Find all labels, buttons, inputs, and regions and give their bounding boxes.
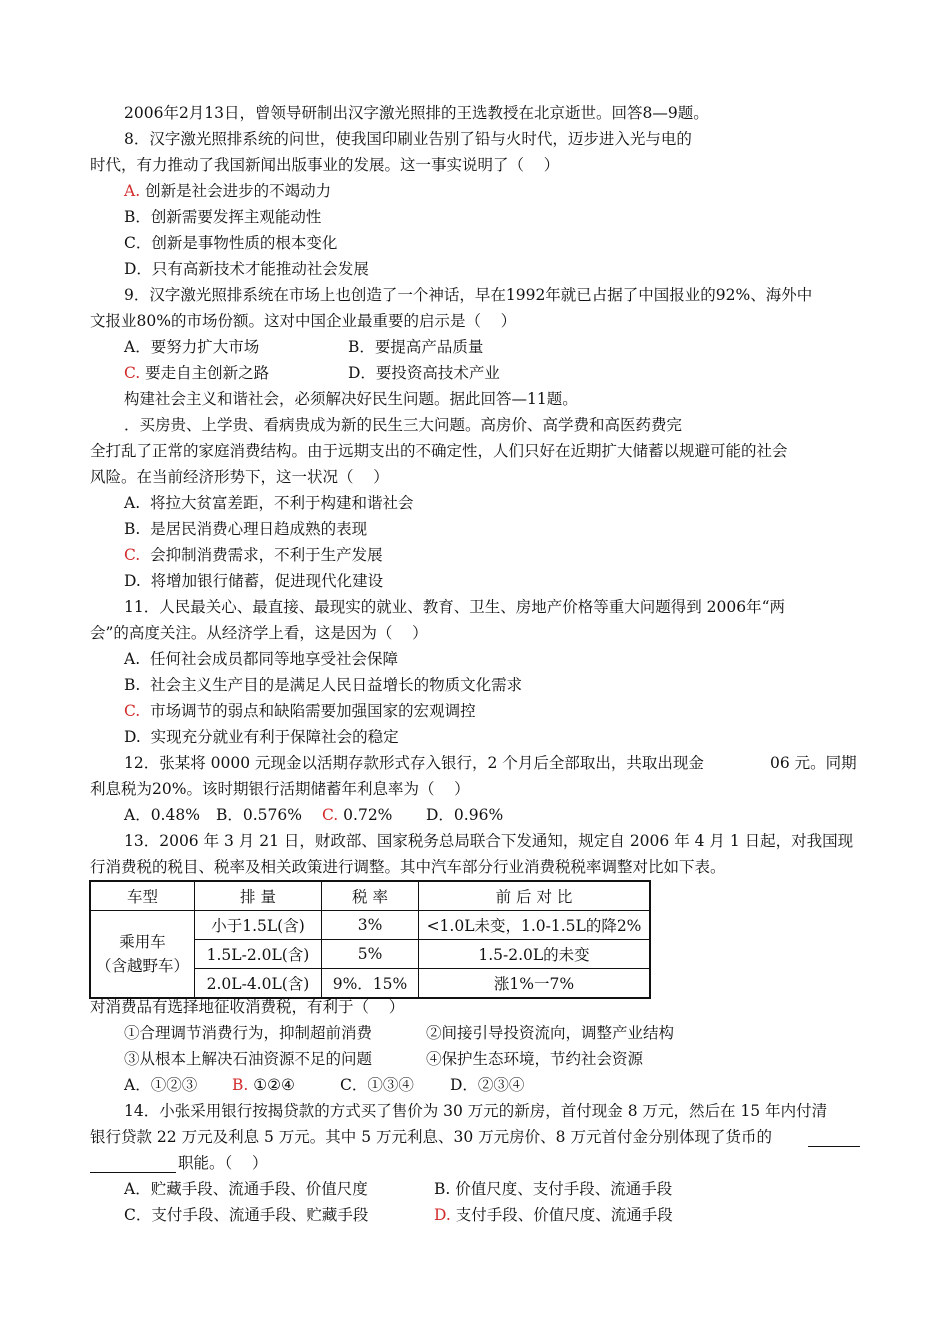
table-cell-rate: 5%: [322, 940, 419, 969]
q10-option-a: A. 将拉大贫富差距，不利于构建和谐社会: [124, 494, 414, 512]
table-vehicle-cell: [90, 911, 195, 999]
q9-stem-line2: 文报业80%的市场份额。这对中国企业最重要的启示是（ ）: [90, 312, 517, 330]
q12-stem-line2: 利息税为20%。该时期银行活期储蓄年利息率为（ ）: [90, 780, 470, 798]
q14-stem-line2: 银行贷款 22 万元及利息 5 万元。其中 5 万元利息、30 万元房价、8 万元首付金分别体现了货币的: [90, 1128, 772, 1146]
q12-option-c-text: 0.72%: [343, 806, 393, 824]
q9-option-b: B．要提高产品质量: [348, 338, 484, 356]
q14-option-b: B. 价值尺度、支付手段、流通手段: [434, 1180, 673, 1198]
table-header-displacement: 排 量: [195, 881, 322, 911]
table-cell-rate: 9%．15%: [322, 969, 419, 999]
q11-stem-line2: 会”的高度关注。从经济学上看，这是因为（ ）: [90, 624, 428, 642]
table-header-rate: 税 率: [322, 881, 419, 911]
tax-rate-table: [89, 880, 651, 999]
q14-option-c: C．支付手段、流通手段、贮藏手段: [124, 1206, 369, 1224]
q13-option-c: C．①③④: [340, 1076, 414, 1094]
q8-stem-line2: 时代，有力推动了我国新闻出版事业的发展。这一事实说明了（ ）: [90, 156, 560, 174]
table-cell-displacement: 小于1.5L(含): [195, 911, 322, 940]
q11-option-b: B. 社会主义生产目的是满足人民日益增长的物质文化需求: [124, 676, 523, 694]
table-cell-comparison: 1.5-2.0L的未变: [419, 940, 651, 969]
q13-option-b-text: ①②④: [253, 1076, 295, 1094]
q11-option-c: [124, 701, 476, 721]
q13-option-b: [232, 1075, 295, 1095]
q13-option-a: A．①②③: [124, 1076, 198, 1094]
q14-answer-blank-1: [808, 1130, 860, 1147]
q13-stem-line2: 行消费税的税目、税率及相关政策进行调整。其中汽车部分行业消费税税率调整对比如下表。: [90, 858, 726, 876]
table-header-row: [90, 881, 650, 911]
q14-answer-letter: D.: [434, 1206, 451, 1224]
q10-stem-line1: ．买房贵、上学贵、看病贵成为新的民生三大问题。高房价、高学费和高医药费完: [124, 416, 683, 434]
q12-answer-letter: C.: [322, 806, 339, 824]
q9-stem-line1: 9．汉字激光照排系统在市场上也创造了一个神话，早在1992年就已占据了中国报业的92%、海外中: [124, 286, 813, 304]
q13-after-table: 对消费品有选择地征收消费税，有利于（ ）: [90, 998, 405, 1016]
q13-item-3: ③从根本上解决石油资源不足的问题: [124, 1050, 373, 1068]
q11-option-d: D. 实现充分就业有利于保障社会的稳定: [124, 728, 399, 746]
table-cell-displacement: 2.0L-4.0L(含): [195, 969, 322, 999]
q14-stem-line3: 职能。（ ）: [178, 1154, 268, 1172]
table-row: [90, 911, 650, 940]
table-cell-comparison: 涨1%一7%: [419, 969, 651, 999]
q10-answer-letter: C.: [124, 546, 141, 564]
q9-answer-letter: C.: [124, 364, 141, 382]
q8-option-a: [124, 181, 331, 201]
q10-stem-line3: 风险。在当前经济形势下，这一状况（ ）: [90, 468, 389, 486]
q14-stem-line1: 14．小张采用银行按揭贷款的方式买了售价为 30 万元的新房，首付现金 8 万元，然后在 15 年内付清: [124, 1102, 828, 1120]
q9-option-c-text: 要走自主创新之路: [145, 364, 270, 382]
vehicle-type-line2: （含越野车）: [95, 957, 189, 975]
q13-option-d: D．②③④: [450, 1076, 525, 1094]
q12-stem-line1a: 12．张某将 0000 元现金以活期存款形式存入银行，2 个月后全部取出，共取出现金: [124, 754, 704, 772]
intro2-text: 构建社会主义和谐社会，必须解决好民生问题。据此回答—11题。: [124, 390, 578, 408]
q11-option-c-text: 市场调节的弱点和缺陷需要加强国家的宏观调控: [150, 702, 476, 720]
q10-option-c: [124, 545, 383, 565]
q13-item-2: ②间接引导投资流向，调整产业结构: [426, 1024, 675, 1042]
q14-option-a: A．贮藏手段、流通手段、价值尺度: [124, 1180, 368, 1198]
q8-option-a-text: 创新是社会进步的不竭动力: [145, 182, 332, 200]
q13-item-4: ④保护生态环境，节约社会资源: [426, 1050, 644, 1068]
vehicle-type-line1: 乘用车: [119, 933, 166, 951]
q13-stem-line1: 13．2006 年 3 月 21 日，财政部、国家税务总局联合下发通知，规定自 2006 年 4 月 1 日起，对我国现: [124, 832, 854, 850]
q14-option-d-text: 支付手段、价值尺度、流通手段: [455, 1206, 673, 1224]
q9-option-a: A．要努力扩大市场: [124, 338, 260, 356]
table-cell-displacement: 1.5L-2.0L(含): [195, 940, 322, 969]
q9-option-d: D．要投资高技术产业: [348, 364, 500, 382]
q14-option-d: [434, 1205, 673, 1225]
table-header-comparison: 前 后 对 比: [419, 881, 651, 911]
q10-option-d: D. 将增加银行储蓄，促进现代化建设: [124, 572, 384, 590]
q12-option-d: D．0.96%: [426, 806, 504, 824]
table-cell-comparison: <1.0L未变，1.0-1.5L的降2%: [419, 911, 651, 940]
q8-stem-line1: 8．汉字激光照排系统的问世，使我国印刷业告别了铅与火时代，迈步进入光与电的: [124, 130, 692, 148]
q14-answer-blank-2: [90, 1156, 176, 1173]
q8-option-d: D．只有高新技术才能推动社会发展: [124, 260, 369, 278]
intro-text: 2006年2月13日，曾领导研制出汉字激光照排的王选教授在北京逝世。回答8—9题。: [124, 104, 709, 122]
q11-option-a: A. 任何社会成员都同等地享受社会保障: [124, 650, 398, 668]
q8-option-c: C．创新是事物性质的根本变化: [124, 234, 338, 252]
q13-item-1: ①合理调节消费行为，抑制超前消费: [124, 1024, 373, 1042]
q12-option-c: [322, 805, 392, 825]
q11-stem-line1: 11．人民最关心、最直接、最现实的就业、教育、卫生、房地产价格等重大问题得到 2006年“两: [124, 598, 786, 616]
q13-answer-letter: B.: [232, 1076, 249, 1094]
q9-option-c: [124, 363, 269, 383]
q12-option-a: A．0.48%: [124, 806, 200, 824]
q11-answer-letter: C.: [124, 702, 141, 720]
table-cell-rate: 3%: [322, 911, 419, 940]
q12-stem-line1b: 06 元。同期: [770, 754, 857, 772]
q12-option-b: B．0.576%: [216, 806, 302, 824]
q8-option-b: B．创新需要发挥主观能动性: [124, 208, 322, 226]
q10-option-c-text: 会抑制消费需求，不利于生产发展: [150, 546, 383, 564]
table-header-vehicle: 车型: [90, 881, 195, 911]
q10-stem-line2: 全打乱了正常的家庭消费结构。由于远期支出的不确定性，人们只好在近期扩大储蓄以规避可能的社会: [90, 442, 788, 460]
q8-answer-letter: A.: [124, 182, 141, 200]
q10-option-b: B. 是居民消费心理日趋成熟的表现: [124, 520, 368, 538]
